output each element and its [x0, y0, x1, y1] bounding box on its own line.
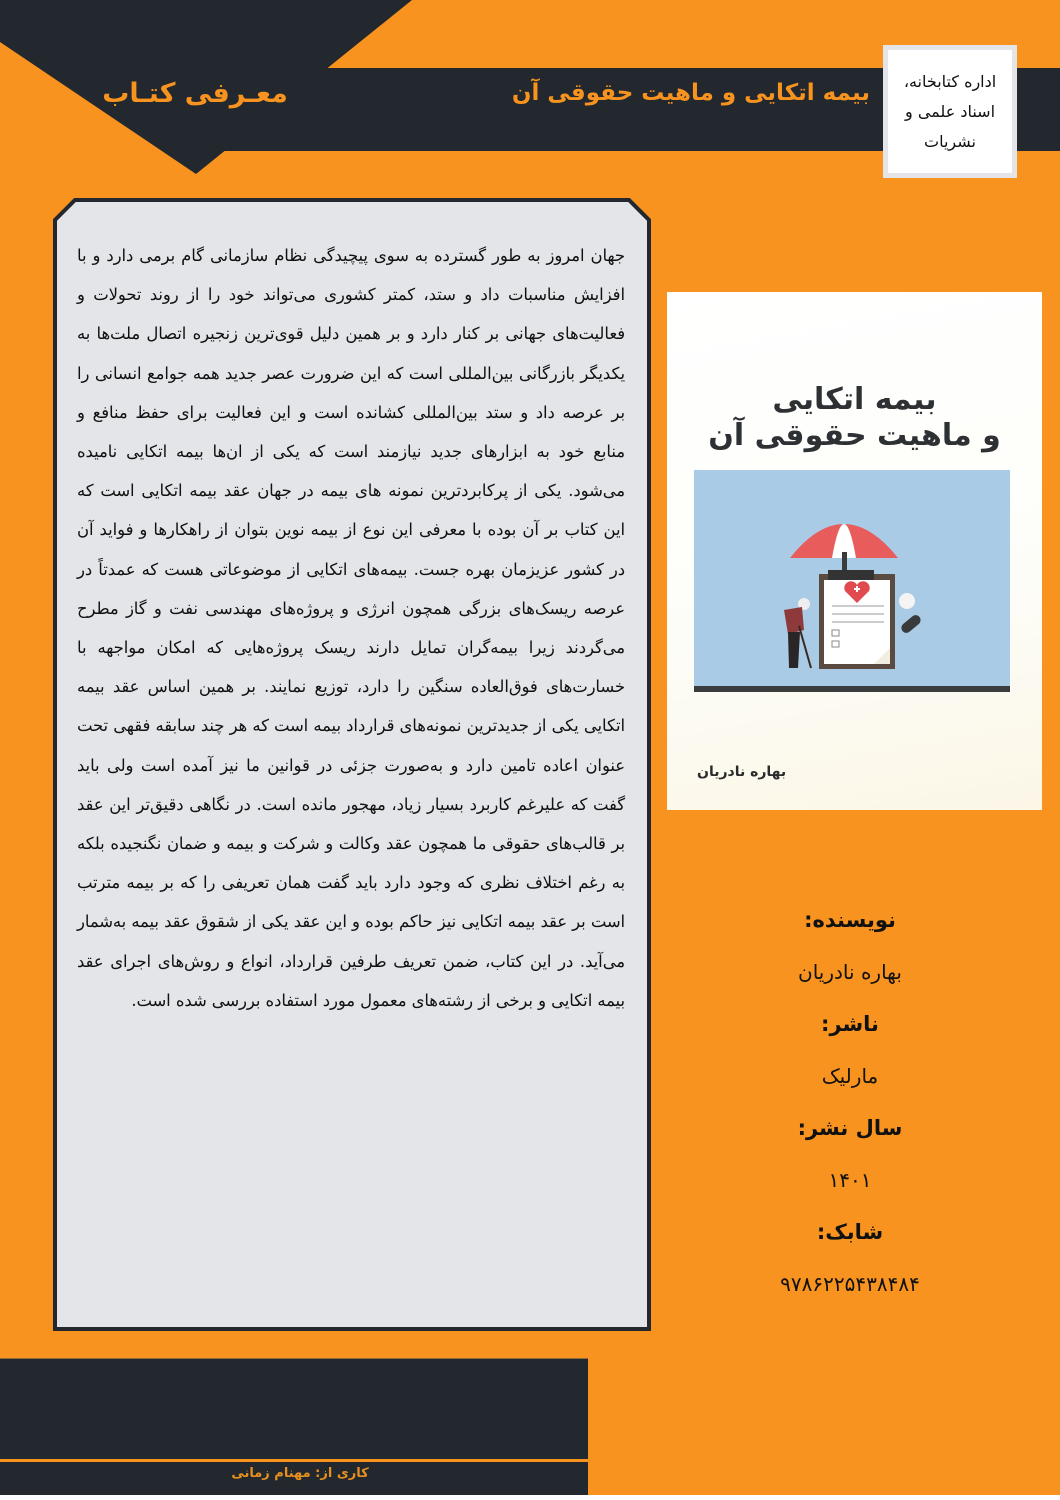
- publisher-label: ناشر:: [821, 1012, 879, 1036]
- author-label: نویسنده:: [804, 908, 896, 932]
- header-book-title: بیمه اتکایی و ماهیت حقوقی آن: [511, 80, 870, 106]
- author-value: بهاره نادریان: [798, 960, 902, 984]
- book-info: [700, 900, 1000, 1316]
- cover-title-line-2: و ماهیت حقوقی آن: [708, 418, 1001, 453]
- year-label: سال نشر:: [797, 1116, 903, 1140]
- isbn-label: شابک:: [816, 1220, 884, 1244]
- book-cover: [667, 292, 1042, 810]
- organization-line-1: اداره کتابخانه،: [903, 71, 997, 91]
- isbn-value: ۹۷۸۶۲۲۵۴۳۸۴۸۴: [780, 1272, 920, 1296]
- year-value: ۱۴۰۱: [828, 1168, 872, 1192]
- cover-author: بهاره نادریان: [697, 764, 787, 780]
- section-label: معـرفی کتـاب: [102, 78, 288, 109]
- summary-text: جهان امروز به طور گسترده به سوی پیچیدگی نظام سازمانی گام برمی دارد و با افزایش مناسبات داد و ستد، کمتر کشوری می‌تواند خود را از روند تحولات و فعالیت‌های جهانی بر کنار دارد و بر همین دلیل قوی‌ترین زنجیره اتصال ملت‌ها به یکدیگر بازرگانی بین‌المللی است که این ضرورت عصر جدید همه جوامع انسانی را بر عرصه داد و ستد بین‌المللی کشانده است و این فعالیت برای حفظ منافع و منابع خود به ابزارهای جدید نیازمند است که یکی از ان‌ها بیمه اتکایی نامیده می‌شود. یکی از پرکابردترین نمونه های بیمه در جهان عقد بیمه اتکایی است که این کتاب بر آن بوده با معرفی این نوع از بیمه نوین بتوان از راهکارها و فواید آن در کشور عزیزمان بهره جست. بیمه‌های اتکایی از موضوعاتی هست که عمدتاً در عرصه ریسک‌های بزرگی همچون انرژی و پروژه‌های مهندسی نفت و گاز مطرح می‌گردند زیرا بیمه‌گران تمایل دارند ریسک پروژه‌هایی که امکان مواجهه با خسارت‌های فوق‌العاده سنگین را دارد، توزیع نمایند. بر همین اساس عقد بیمه اتکایی یکی از جدیدترین نمونه‌های قرارداد بیمه است که هر چند سابقه فقهی تحت عنوان اعاده تامین دارد و به‌صورت جزئی در قوانین ما نیز آمده است ولی باید گفت که علیرغم کاربرد بسیار زیاد، مهجور مانده است. در نگاهی دقیق‌تر این عقد بر قالب‌های حقوقی ما همچون عقد وکالت و شرکت و بیمه و ضمان نگنجیده بلکه به رغم اختلاف نظری که وجود دارد باید گفت همان تعریفی را که بر بیمه مترتب است بر عقد بیمه اتکایی نیز حاکم بوده و این عقد یکی از شقوق عقد بیمه به‌شمار می‌آید. در این کتاب، ضمن تعریف طرفین قرارداد، انواع و روش‌های اجرای عقد بیمه اتکایی و برخی از رشته‌های معمول مورد استفاده بررسی شده است.: [77, 246, 625, 1010]
- summary-panel: [53, 198, 651, 1331]
- organization-line-2: اسناد علمی و: [905, 101, 996, 121]
- footer-block: [0, 1358, 588, 1460]
- bottom-strip: [0, 1495, 1060, 1500]
- publisher-value: مارلیک: [821, 1064, 879, 1088]
- organization-logo-box: [883, 45, 1017, 178]
- organization-line-3: نشریات: [924, 131, 976, 151]
- cover-title: [667, 382, 1042, 454]
- clipboard-icon: [819, 570, 895, 669]
- organization-name: [888, 50, 1012, 173]
- cover-illustration: [694, 470, 1012, 695]
- footer-credit: کاری از: مهنام زمانی: [231, 1466, 369, 1481]
- cover-title-line-1: بیمه اتکایی: [772, 382, 937, 417]
